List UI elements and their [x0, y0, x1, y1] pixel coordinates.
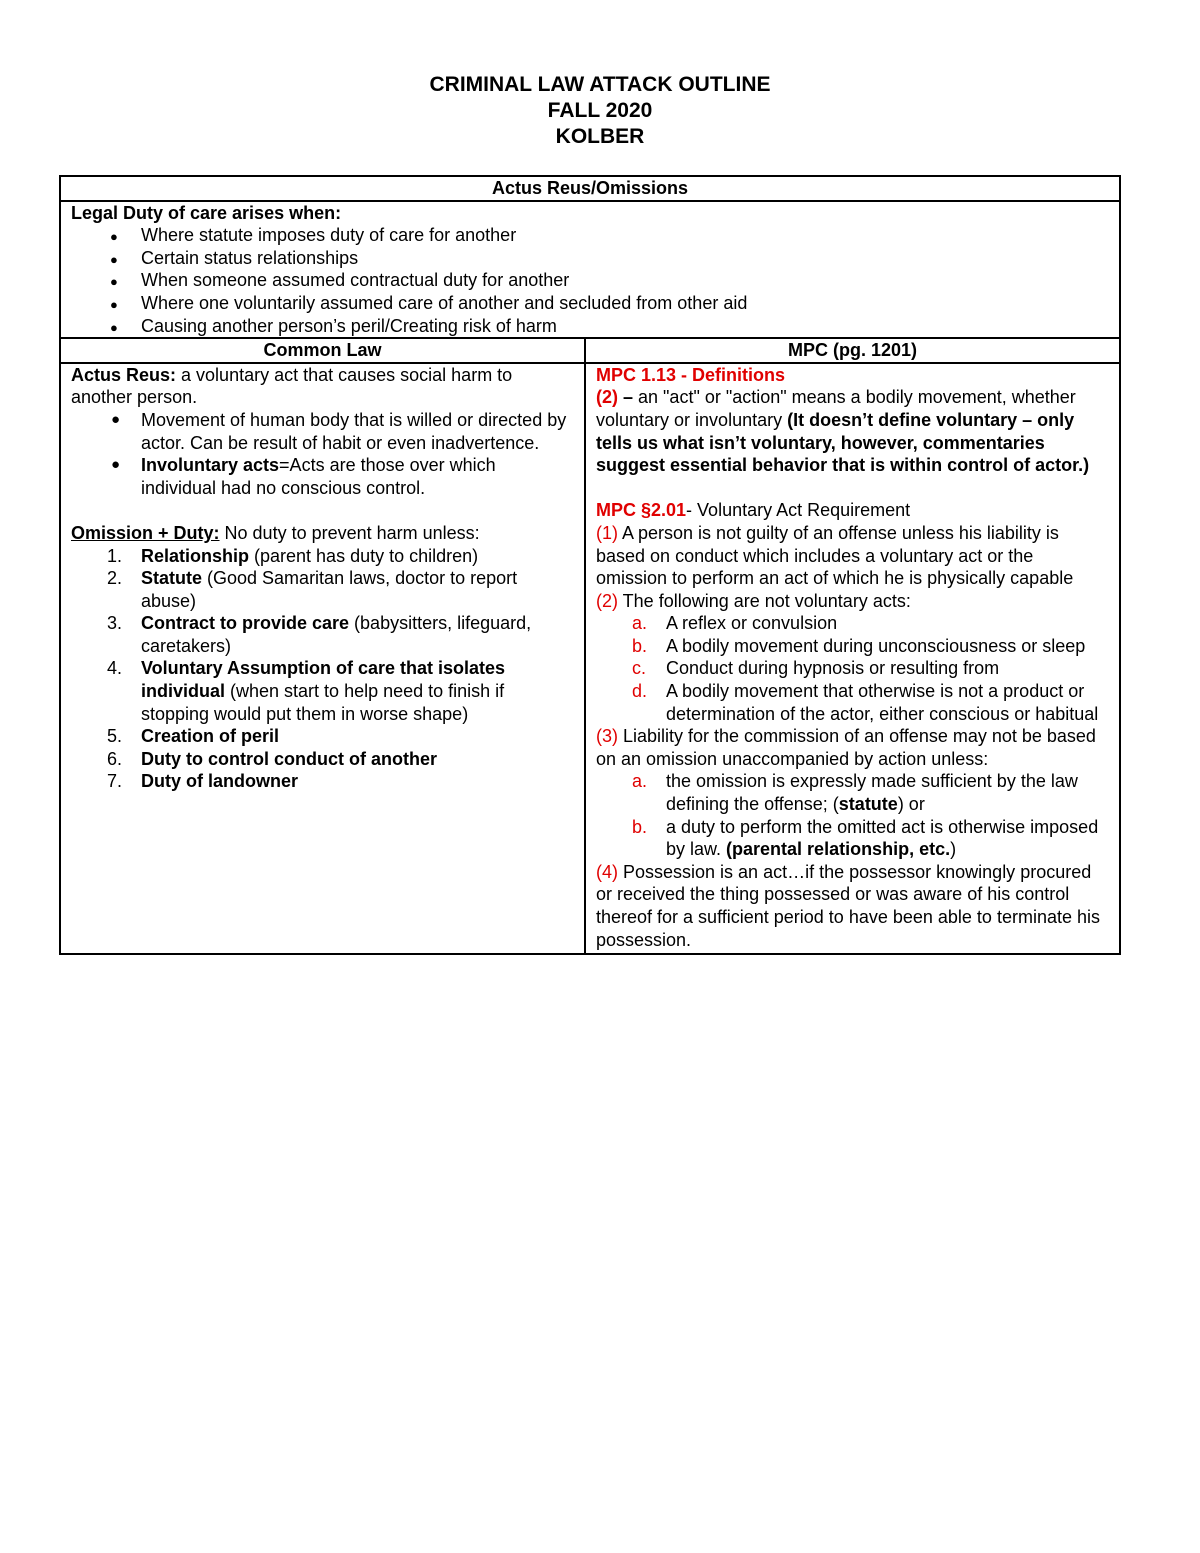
- duty-item: ● When someone assumed contractual duty for another: [71, 269, 1109, 292]
- bullet-icon: ●: [110, 229, 118, 245]
- mpc-paragraph-1: (1) A person is not guilty of an offense unless his liability is based on conduct which includes a voluntary act or the omission to perform an act of which he is physically capable: [596, 522, 1074, 589]
- omission-item: 3. Contract to provide care (babysitters, lifeguard, caretakers): [107, 613, 532, 656]
- document-header: [0, 72, 1200, 150]
- mpc-cell: [585, 363, 1120, 954]
- common-law-cell: [60, 363, 585, 954]
- duty-item: ● Where statute imposes duty of care for another: [71, 224, 1109, 247]
- bullet-icon: ●: [110, 274, 118, 290]
- omission-item: 7. Duty of landowner: [107, 771, 298, 792]
- mpc-definition-2: (2) – an "act" or "action" means a bodily movement, whether voluntary or involuntary (It doesn’t define voluntary – only tells us what isn’t voluntary, however, commentaries suggest essential behavior that is within control of actor.): [596, 387, 1090, 476]
- column-title-common-law: Common Law: [60, 338, 585, 363]
- column-title-mpc: MPC (pg. 1201): [585, 338, 1120, 363]
- actus-reus-bullet: ● Movement of human body that is willed or directed by actor. Can be result of habit or even inadvertence.: [111, 409, 567, 453]
- omission-item: 2. Statute (Good Samaritan laws, doctor to report abuse): [107, 568, 518, 611]
- mpc-voluntary-act-title: MPC §2.01- Voluntary Act Requirement: [596, 500, 911, 521]
- bullet-icon: ●: [111, 456, 121, 474]
- mpc-subitem: d. A bodily movement that otherwise is not a product or determination of the actor, either conscious or habitual: [632, 681, 1099, 724]
- bullet-icon: ●: [111, 410, 121, 428]
- mpc-subitem: a. the omission is expressly made sufficient by the law defining the offense; (statute) or: [632, 771, 1078, 815]
- omission-item: 6. Duty to control conduct of another: [107, 748, 437, 769]
- duty-item: ● Where one voluntarily assumed care of another and secluded from other aid: [71, 292, 1109, 315]
- bullet-icon: ●: [110, 319, 118, 335]
- mpc-subitem: c. Conduct during hypnosis or resulting from: [632, 658, 1000, 679]
- mpc-paragraph-2: (2) The following are not voluntary acts:: [596, 590, 911, 611]
- actus-reus-definition: Actus Reus: a voluntary act that causes social harm to another person.: [71, 364, 513, 408]
- omission-heading: Omission + Duty: No duty to prevent harm unless:: [71, 522, 480, 543]
- document-term: FALL 2020: [547, 99, 653, 122]
- bullet-icon: ●: [110, 296, 118, 312]
- section-title: Actus Reus/Omissions: [60, 176, 1120, 201]
- mpc-paragraph-3: (3) Liability for the commission of an offense may not be based on an omission unaccompanied by action unless:: [596, 726, 1096, 769]
- document-professor: KOLBER: [555, 125, 645, 148]
- duty-item: ● Causing another person’s peril/Creating risk of harm: [71, 315, 1109, 338]
- duty-heading: Legal Duty of care arises when:: [71, 202, 342, 223]
- mpc-paragraph-4: (4) Possession is an act…if the possessor knowingly procured or received the thing possessed or was aware of his control thereof for a sufficient period to have been able to terminate his possession.: [596, 861, 1100, 950]
- mpc-subitem: b. a duty to perform the omitted act is otherwise imposed by law. (parental relationship, etc.): [632, 816, 1099, 860]
- duty-cell: [60, 201, 1120, 339]
- omission-item: 5. Creation of peril: [107, 726, 280, 747]
- mpc-subitem: a. A reflex or convulsion: [632, 613, 838, 634]
- document-title: CRIMINAL LAW ATTACK OUTLINE: [429, 73, 771, 96]
- involuntary-acts-bullet: ● Involuntary acts=Acts are those over which individual had no conscious control.: [111, 455, 496, 498]
- omission-item: 1. Relationship (parent has duty to children): [107, 545, 479, 566]
- mpc-definitions-title: MPC 1.13 - Definitions: [596, 364, 786, 385]
- bullet-icon: ●: [110, 251, 118, 267]
- omission-item: 4. Voluntary Assumption of care that isolates individual (when start to help need to finish if stopping would put them in worse shape): [107, 658, 506, 724]
- mpc-subitem: b. A bodily movement during unconsciousness or sleep: [632, 635, 1086, 656]
- outline-table: [59, 175, 1121, 955]
- duty-item: ● Certain status relationships: [71, 247, 1109, 270]
